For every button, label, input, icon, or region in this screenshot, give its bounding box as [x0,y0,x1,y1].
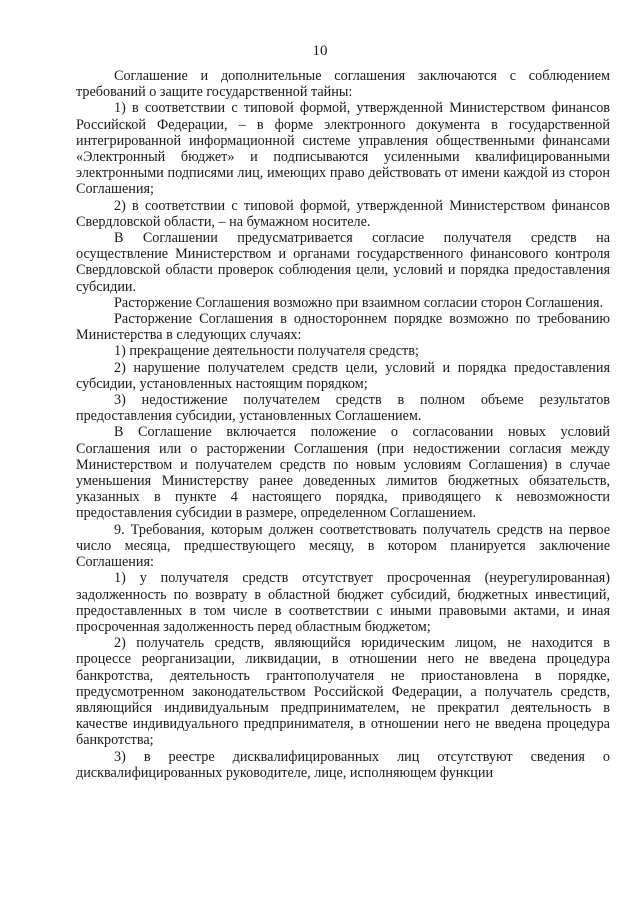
paragraph-item-1-electronic: 1) в соответствии с типовой формой, утвержденной Министерством финансов Российской Федерации, – в форме электронного документа в государственной интегрированной информационной системе управления общественными финансами «Электронный бюджет» и подписываются усиленными квалифицированными электронными подписями лиц, имеющих право действовать от имени каждой из сторон Соглашения; [76,100,610,198]
paragraph-case-2: 2) нарушение получателем средств цели, условий и порядка предоставления субсидии, установленных настоящим порядком; [76,359,610,392]
paragraph-requirement-2: 2) получатель средств, являющийся юридическим лицом, не находится в процессе реорганизации, ликвидации, в отношении него не введена процедура банкротства, деятельность грантополучателя не приостановлена в порядке, предусмотренном законодательством Российской Федерации, а получатель средств, являющийся индивидуальным предпринимателем, не прекратил деятельность в качестве индивидуального предпринимателя, в отношении него не введена процедура банкротства; [76,635,610,749]
paragraph-new-conditions: В Соглашение включается положение о согласовании новых условий Соглашения или о расторжении Соглашения (при недостижении согласия между Министерством и получателем средств по новым условиям Соглашения) в случае уменьшения Министерству ранее доведенных лимитов бюджетных обязательств, указанных в пункте 4 настоящего порядка, приводящего к невозможности предоставления субсидии в размере, определенном Соглашением. [76,424,610,522]
paragraph-termination-unilateral: Расторжение Соглашения в одностороннем порядке возможно по требованию Министерства в следующих случаях: [76,311,610,344]
paragraph-requirement-1: 1) у получателя средств отсутствует просроченная (неурегулированная) задолженность по возврату в областной бюджет субсидий, бюджетных инвестиций, предоставленных в том числе в соответствии с иными правовыми актами, и иная просроченная задолженность перед областным бюджетом; [76,570,610,635]
paragraph-intro: Соглашение и дополнительные соглашения заключаются с соблюдением требований о защите государственной тайны: [76,68,610,101]
paragraph-termination-mutual: Расторжение Соглашения возможно при взаимном согласии сторон Соглашения. [114,294,604,311]
paragraph-item-2-paper: 2) в соответствии с типовой формой, утвержденной Министерством финансов Свердловской области, – на бумажном носителе. [76,197,610,230]
paragraph-case-1: 1) прекращение деятельности получателя средств; [114,343,419,360]
page-number: 10 [312,43,328,59]
paragraph-section-9: 9. Требования, которым должен соответствовать получатель средств на первое число месяца, предшествующего месяцу, в котором планируется заключение Соглашения: [76,521,610,571]
paragraph-consent: В Соглашении предусматривается согласие получателя средств на осуществление Министерством и органами государственного финансового контроля Свердловской области проверок соблюдения цели, условий и порядка предоставления субсидии. [76,230,610,295]
paragraph-requirement-3: 3) в реестре дисквалифицированных лиц отсутствуют сведения о дисквалифицированных руководителе, лице, исполняющем функции [76,748,610,781]
document-body [76,68,610,781]
paragraph-case-3: 3) недостижение получателем средств в полном объеме результатов предоставления субсидии, установленных Соглашением. [76,392,610,425]
